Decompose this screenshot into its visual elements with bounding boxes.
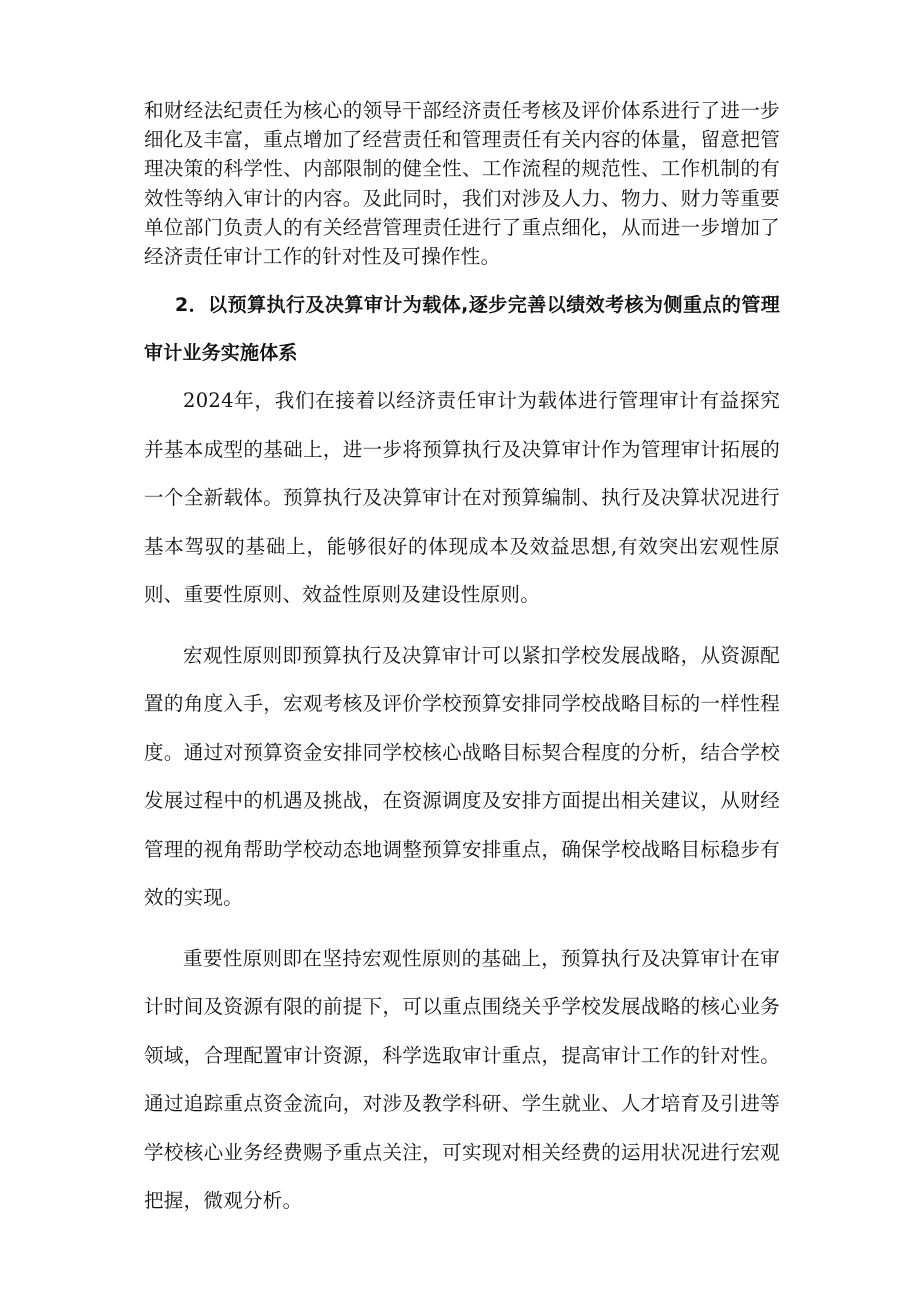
section-heading-budget-audit: 2．以预算执行及决算审计为载体,逐步完善以绩效考核为侧重点的管理审计业务实施体系 [144, 294, 780, 365]
paragraph-spacer [144, 271, 780, 281]
paragraph-budget-audit-intro: 2024年，我们在接着以经济责任审计为载体进行管理审计有益探究并基本成型的基础上，进一步将预算执行及决算审计作为管理审计拓展的一个全新载体。预算执行及决算审计在对预算编制、执行及决算状况进行基本驾驭的基础上，能够很好的体现成本及效益思想,有效突出宏观性原则、重要性原则、效益性原则及建设性原则。 [144, 389, 780, 607]
paragraph-macro-principle: 宏观性原则即预算执行及决算审计可以紧扣学校发展战略，从资源配置的角度入手，宏观考核及评价学校预算安排同学校战略目标的一样性程度。通过对预算资金安排同学校核心战略目标契合程度的分析，结合学校发展过程中的机遇及挑战，在资源调度及安排方面提出相关建议，从财经管理的视角帮助学校动态地调整预算安排重点，确保学校战略目标稳步有效的实现。 [144, 643, 780, 910]
document-body [144, 96, 780, 1226]
paragraph-economic-responsibility: 和财经法纪责任为核心的领导干部经济责任考核及评价体系进行了进一步细化及丰富，重点增加了经营责任和管理责任有关内容的体量，留意把管理决策的科学性、内部限制的健全性、工作流程的规范性、工作机制的有效性等纳入审计的内容。及此同时，我们对涉及人力、物力、财力等重要单位部门负责人的有关经营管理责任进行了重点细化，从而进一步增加了经济责任审计工作的针对性及可操作性。 [144, 99, 780, 269]
paragraph-spacer [144, 923, 780, 935]
paragraph-spacer [144, 620, 780, 632]
paragraph-importance-principle: 重要性原则即在坚持宏观性原则的基础上，预算执行及决算审计在审计时间及资源有限的前提下，可以重点围绕关乎学校发展战略的核心业务领域，合理配置审计资源，科学选取审计重点，提高审计工作的针对性。通过追踪重点资金流向，对涉及教学科研、学生就业、人才培育及引进等学校核心业务经费赐予重点关注，可实现对相关经费的运用状况进行宏观把握，微观分析。 [144, 946, 780, 1213]
